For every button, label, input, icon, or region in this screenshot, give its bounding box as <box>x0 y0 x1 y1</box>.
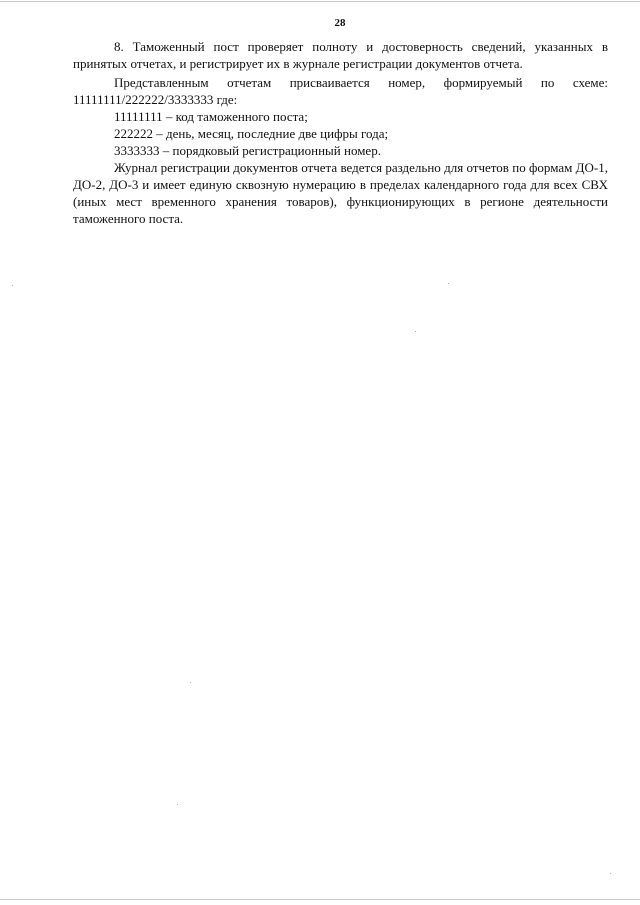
scan-speck <box>415 331 416 332</box>
scan-bottom-edge <box>0 899 640 900</box>
numbering-item-serial: 3333333 – порядковый регистрационный номер. <box>114 143 381 158</box>
journal-paragraph: Журнал регистрации документов отчета ведется раздельно для отчетов по формам ДО-1, ДО-2, ДО-3 и имеет единую сквозную нумерацию в пределах календарного года для всех СВХ (иных мест временного хранения товаров), функционирующих в регионе деятельности таможенного поста. <box>73 160 608 226</box>
paragraph-8: 8. Таможенный пост проверяет полноту и достоверность сведений, указанных в принятых отчетах, и регистрирует их в журнале регистрации документов отчета. <box>73 39 608 71</box>
document-body <box>73 38 608 227</box>
numbering-item-post-code: 11111111 – код таможенного поста; <box>114 109 308 124</box>
numbering-intro: Представленным отчетам присваивается номер, формируемый по схеме: 11111111/222222/3333333 где: <box>73 75 608 107</box>
scan-speck <box>610 873 611 874</box>
scan-speck <box>177 804 178 805</box>
scan-speck <box>12 285 13 286</box>
scan-speck <box>448 283 449 284</box>
scan-top-edge <box>0 1 640 2</box>
numbering-item-date: 222222 – день, месяц, последние две цифры года; <box>114 126 389 141</box>
page-number: 28 <box>334 17 346 29</box>
scan-speck <box>190 682 191 683</box>
